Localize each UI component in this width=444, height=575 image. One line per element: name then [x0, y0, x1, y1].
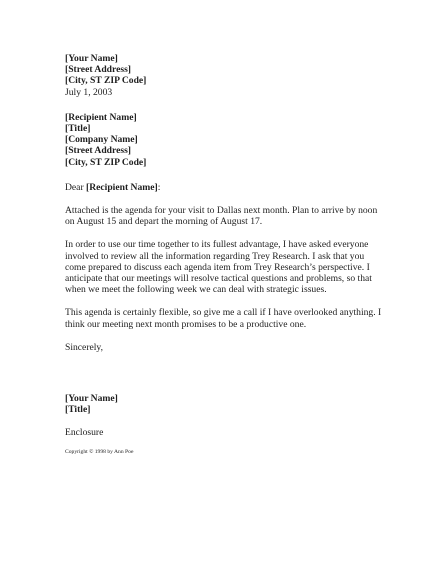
- recipient-block: [65, 112, 385, 168]
- sender-city: [City, ST ZIP Code]: [65, 75, 147, 87]
- enclosure-line: Enclosure: [65, 427, 104, 439]
- letter-body: [65, 53, 385, 456]
- signature-block: [65, 393, 385, 415]
- copyright-notice: Copyright © 1998 by Ann Poe: [65, 448, 134, 455]
- recipient-street: [Street Address]: [65, 145, 131, 157]
- closing: Sincerely,: [65, 341, 104, 353]
- sender-name: [Your Name]: [65, 53, 118, 64]
- salutation-suffix: :: [157, 181, 161, 193]
- recipient-title: [Title]: [65, 123, 91, 135]
- salutation: [65, 182, 385, 193]
- body-paragraph-1: Attached is the agenda for your visit to Dallas next month. Plan to arrive by noon on August 15 and depart the morning of August 17.: [65, 205, 378, 228]
- letter-date: July 1, 2003: [65, 86, 113, 98]
- body-paragraph-2: In order to use our time together to its fullest advantage, I have asked everyone involved to review all the information regarding Trey Research. I ask that you come prepared to discuss each agenda item from Trey Research’s perspective. I anticipate that our meetings will resolve tactical questions and problems, so that when we meet the following week we can deal with strategic issues.: [65, 239, 372, 296]
- salutation-prefix: Dear: [65, 181, 87, 193]
- body-paragraph-3: This agenda is certainly flexible, so give me a call if I have overlooked anything. I think our meeting next month promises to be a productive one.: [65, 307, 382, 330]
- salutation-name: [Recipient Name]: [86, 181, 158, 193]
- recipient-city: [City, ST ZIP Code]: [65, 156, 147, 168]
- recipient-company: [Company Name]: [65, 134, 138, 146]
- sender-street: [Street Address]: [65, 64, 131, 76]
- sender-block: [65, 53, 385, 98]
- signature-title: [Title]: [65, 404, 91, 416]
- signature-name: [Your Name]: [65, 393, 118, 405]
- recipient-name: [Recipient Name]: [65, 111, 137, 123]
